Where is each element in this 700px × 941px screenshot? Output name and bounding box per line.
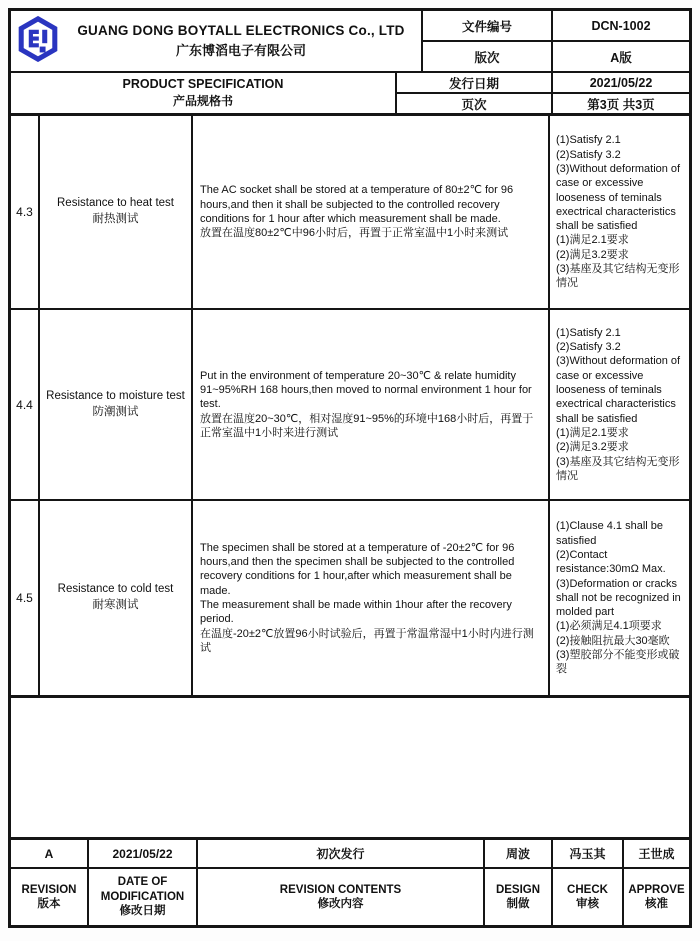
- field-page-number: [395, 92, 689, 113]
- description-paragraph: 放置在温度80±2℃中96小时后，再置于正常室温中1小时来测试: [200, 227, 509, 240]
- revision-letter: A: [44, 846, 54, 861]
- version-value: A版: [610, 50, 632, 65]
- test-item-en: Resistance to cold test: [57, 583, 174, 596]
- test-item-cn: 耐热测试: [92, 213, 139, 225]
- page-number-value: 第3页 共3页: [587, 97, 655, 112]
- header-fields-top: [421, 11, 689, 71]
- requirement-line: (1)Satisfy 2.1: [556, 134, 621, 147]
- approve-signature: 王世成: [622, 840, 689, 867]
- company-block: [11, 11, 421, 71]
- description-paragraph: The AC socket shall be stored at a temperature of 80±2℃ for 96 hours,and then it shall be subjected to the controlled recovery conditions for 1 hour after which measurement shall be made.: [200, 184, 514, 225]
- test-description: [191, 501, 548, 695]
- test-requirement: [548, 116, 689, 308]
- doc-number-label: 文件编号: [421, 11, 553, 40]
- header-cn: 核准: [645, 898, 668, 910]
- document-title-en: PRODUCT SPECIFICATION: [122, 77, 284, 91]
- document-title: [11, 73, 395, 113]
- requirement-line: (3)基座及其它结构无变形情况: [556, 455, 680, 482]
- test-item-cn: 耐寒测试: [92, 599, 139, 611]
- issue-date-label: 发行日期: [395, 73, 553, 92]
- company-logo-icon: [17, 16, 59, 67]
- design-column-header: [483, 869, 551, 925]
- empty-notes-box: [8, 695, 692, 840]
- issue-date-value: 2021/05/22: [589, 75, 653, 90]
- header-en: CHECK: [567, 883, 608, 896]
- header-en: DESIGN: [495, 883, 541, 896]
- requirement-line: (2)接触阻抗最大30毫欧: [556, 634, 670, 647]
- header-en: REVISION: [21, 883, 77, 896]
- description-paragraph: Put in the environment of temperature 20~30℃ & relate humidity 91~95%RH 168 hours,then moved to normal environment 1 hour for test.: [200, 369, 532, 411]
- requirement-line: (3)Without deformation of case or excessive looseness of teminals exectrical characteristics shall be satisfied: [556, 162, 681, 233]
- test-item: [38, 116, 191, 308]
- requirement-line: (1)Clause 4.1 shall be satisfied: [556, 520, 664, 547]
- spec-row-4-5: [11, 499, 689, 695]
- version-label: 版次: [421, 42, 553, 71]
- requirement-line: (3)Without deformation of case or excessive looseness of teminals exectrical characteristics shall be satisfied: [556, 355, 681, 425]
- requirement-line: (1)必须满足4.1项要求: [556, 620, 662, 633]
- clause-number: 4.5: [16, 591, 33, 605]
- field-issue-date: [395, 73, 689, 92]
- requirement-line: (1)满足2.1要求: [556, 234, 629, 247]
- requirement-line: (2)Contact resistance:30mΩ Max.: [556, 548, 666, 576]
- header-bottom-row: [11, 71, 689, 113]
- revision-table: [8, 837, 692, 928]
- check-column-header: [551, 869, 622, 925]
- spec-table: [8, 113, 692, 698]
- spec-row-4-3: [11, 116, 689, 308]
- test-item: [38, 310, 191, 499]
- test-item-cn: 防潮测试: [92, 405, 139, 418]
- check-signature: 冯玉其: [551, 840, 622, 867]
- contents-column-header: [196, 869, 483, 925]
- test-item: [38, 501, 191, 695]
- design-signature: 周波: [483, 840, 551, 867]
- doc-number-value: DCN-1002: [591, 18, 651, 33]
- header-fields-bottom: [395, 73, 689, 113]
- header-cn: 版本: [37, 898, 61, 910]
- document-header: [8, 8, 692, 116]
- requirement-line: (1)Satisfy 2.1: [556, 326, 621, 339]
- specification-page: [8, 8, 692, 928]
- clause-number: 4.4: [16, 397, 33, 412]
- description-paragraph: The measurement shall be made within 1hour after the recovery period.: [200, 599, 512, 626]
- revision-entry-row: [11, 840, 689, 867]
- header-top-row: [11, 11, 689, 71]
- requirement-line: (1)满足2.1要求: [556, 426, 629, 439]
- test-item-en: Resistance to moisture test: [46, 389, 185, 402]
- requirement-line: (3)塑胶部分不能变形或破裂: [556, 649, 680, 676]
- header-cn: 修改日期: [119, 905, 166, 918]
- test-description: [191, 310, 548, 499]
- company-name-en: GUANG DONG BOYTALL ELECTRONICS Co., LTD: [77, 23, 405, 38]
- requirement-line: (2)满足3.2要求: [556, 248, 629, 261]
- test-item-en: Resistance to heat test: [57, 197, 174, 210]
- header-en: DATE OF MODIFICATION: [100, 876, 185, 903]
- revision-contents: 初次发行: [196, 840, 483, 867]
- clause-number: 4.3: [16, 205, 33, 219]
- revision-date: 2021/05/22: [87, 840, 196, 867]
- page-number-label: 页次: [395, 94, 553, 113]
- document-title-cn: 产品规格书: [172, 94, 233, 108]
- description-paragraph: 在温度-20±2℃放置96小时试验后，再置于常温常湿中1小时内进行测试: [200, 627, 534, 654]
- company-names: [67, 23, 415, 59]
- header-cn: 修改内容: [317, 898, 364, 910]
- header-cn: 制做: [506, 898, 530, 910]
- revision-column-header: [11, 869, 87, 925]
- requirement-line: (3)基座及其它结构无变形情况: [556, 263, 680, 290]
- header-en: REVISION CONTENTS: [279, 883, 402, 896]
- revision-header-row: [11, 867, 689, 925]
- field-version: [421, 40, 689, 71]
- header-en: APPROVE: [628, 883, 685, 896]
- requirement-line: (3)Deformation or cracks shall not be recognized in molded part: [556, 577, 681, 619]
- description-paragraph: The specimen shall be stored at a temperature of -20±2℃ for 96 hours,and then the specimen shall be subjected to the controlled recovery conditions for 1 hour,after which measurement shall be made.: [200, 541, 515, 597]
- requirement-line: (2)Satisfy 3.2: [556, 341, 621, 354]
- requirement-line: (2)Satisfy 3.2: [556, 148, 621, 161]
- requirement-line: (2)满足3.2要求: [556, 441, 629, 454]
- test-description: [191, 116, 548, 308]
- description-paragraph: 放置在温度20~30℃，相对湿度91~95%的环境中168小时后，再置于正常室温中1小时来进行测试: [200, 412, 534, 439]
- spec-row-4-4: [11, 308, 689, 499]
- header-cn: 审核: [576, 898, 599, 910]
- date-column-header: [87, 869, 196, 925]
- approve-column-header: [622, 869, 689, 925]
- company-name-cn: 广东博滔电子有限公司: [175, 43, 306, 58]
- field-doc-number: [421, 11, 689, 40]
- test-requirement: [548, 501, 689, 695]
- test-requirement: [548, 310, 689, 499]
